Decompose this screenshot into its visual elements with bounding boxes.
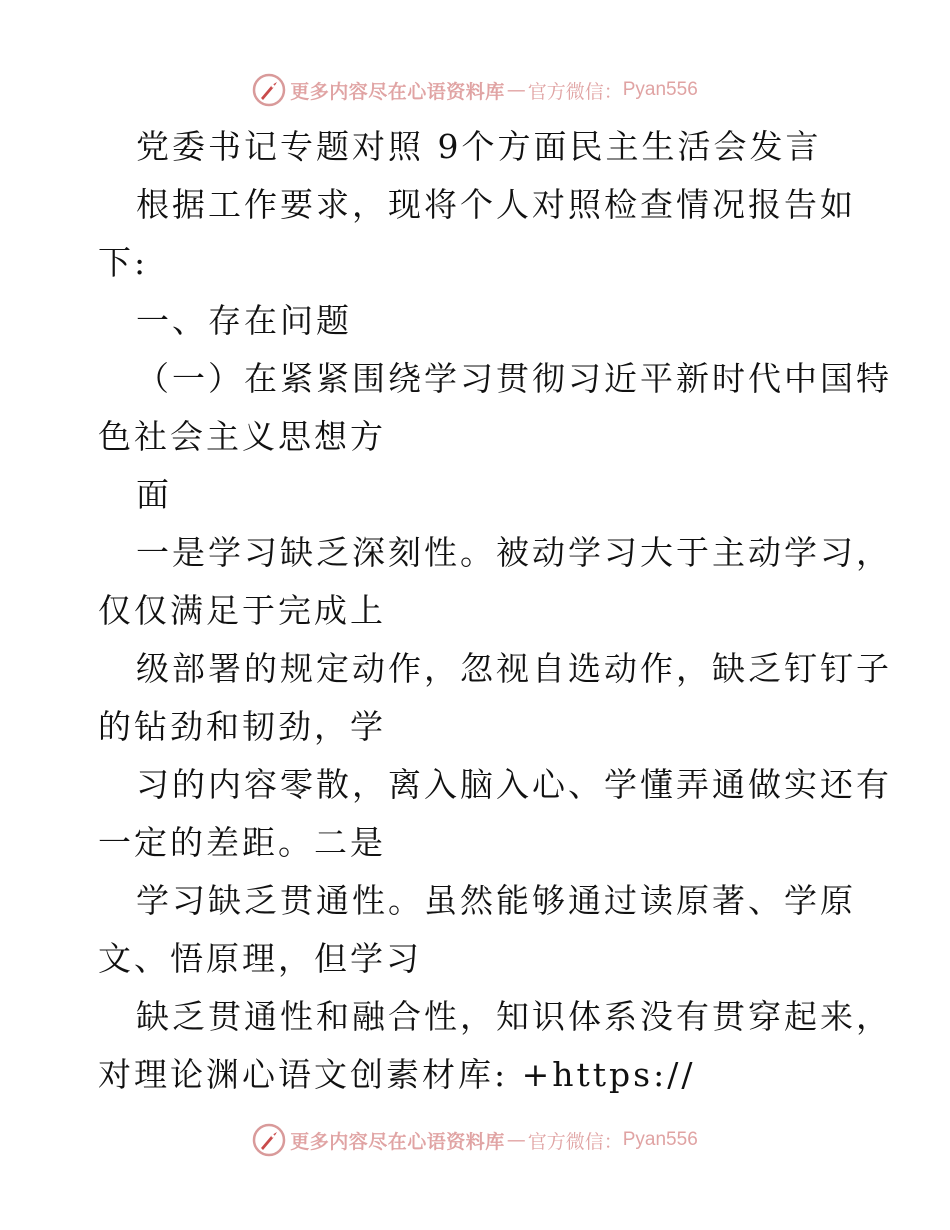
- watermark-wechat-id: Pyan556: [622, 79, 698, 100]
- watermark-text: 更多内容尽在心语资料库: [290, 1130, 505, 1153]
- watermark-text: 更多内容尽在心语资料库: [290, 80, 505, 103]
- text-line: 缺乏贯通性和融合性，知识体系没有贯穿起来，: [136, 997, 892, 1036]
- text-line: 下:: [98, 243, 149, 282]
- text-line: 根据工作要求，现将个人对照检查情况报告如: [136, 185, 856, 224]
- watermark-dash: —: [506, 1129, 526, 1151]
- text-line: 一定的差距。二是: [98, 823, 386, 862]
- text-line: 一是学习缺乏深刻性。被动学习大于主动学习，: [136, 533, 892, 572]
- watermark-banner-top: [0, 70, 950, 110]
- text-line: 面: [136, 475, 172, 514]
- text-line: 一、存在问题: [136, 301, 352, 340]
- document-body: [98, 118, 892, 1104]
- watermark-wechat-label: 官方微信：: [527, 80, 623, 103]
- pen-nib-logo-icon: [252, 1123, 286, 1157]
- text-line: 色社会主义思想方: [98, 417, 386, 456]
- watermark-wechat-id: Pyan556: [622, 1129, 698, 1150]
- watermark-wechat-label: 官方微信：: [527, 1130, 623, 1153]
- watermark-dash: —: [506, 79, 526, 101]
- pen-nib-logo-icon: [252, 73, 286, 107]
- text-line: 的钻劲和韧劲，学: [98, 707, 386, 746]
- text-line: 党委书记专题对照 9个方面民主生活会发言: [136, 127, 822, 166]
- text-line: 级部署的规定动作，忽视自选动作，缺乏钉钉子: [136, 649, 892, 688]
- text-line: 对理论渊心语文创素材库: +https://: [98, 1055, 696, 1094]
- text-line: 仅仅满足于完成上: [98, 591, 386, 630]
- watermark-banner-bottom: [0, 1120, 950, 1160]
- text-line: 学习缺乏贯通性。虽然能够通过读原著、学原: [136, 881, 856, 920]
- text-line: 习的内容零散，离入脑入心、学懂弄通做实还有: [136, 765, 892, 804]
- text-line: 文、悟原理，但学习: [98, 939, 422, 978]
- text-line: （一）在紧紧围绕学习贯彻习近平新时代中国特: [136, 359, 892, 398]
